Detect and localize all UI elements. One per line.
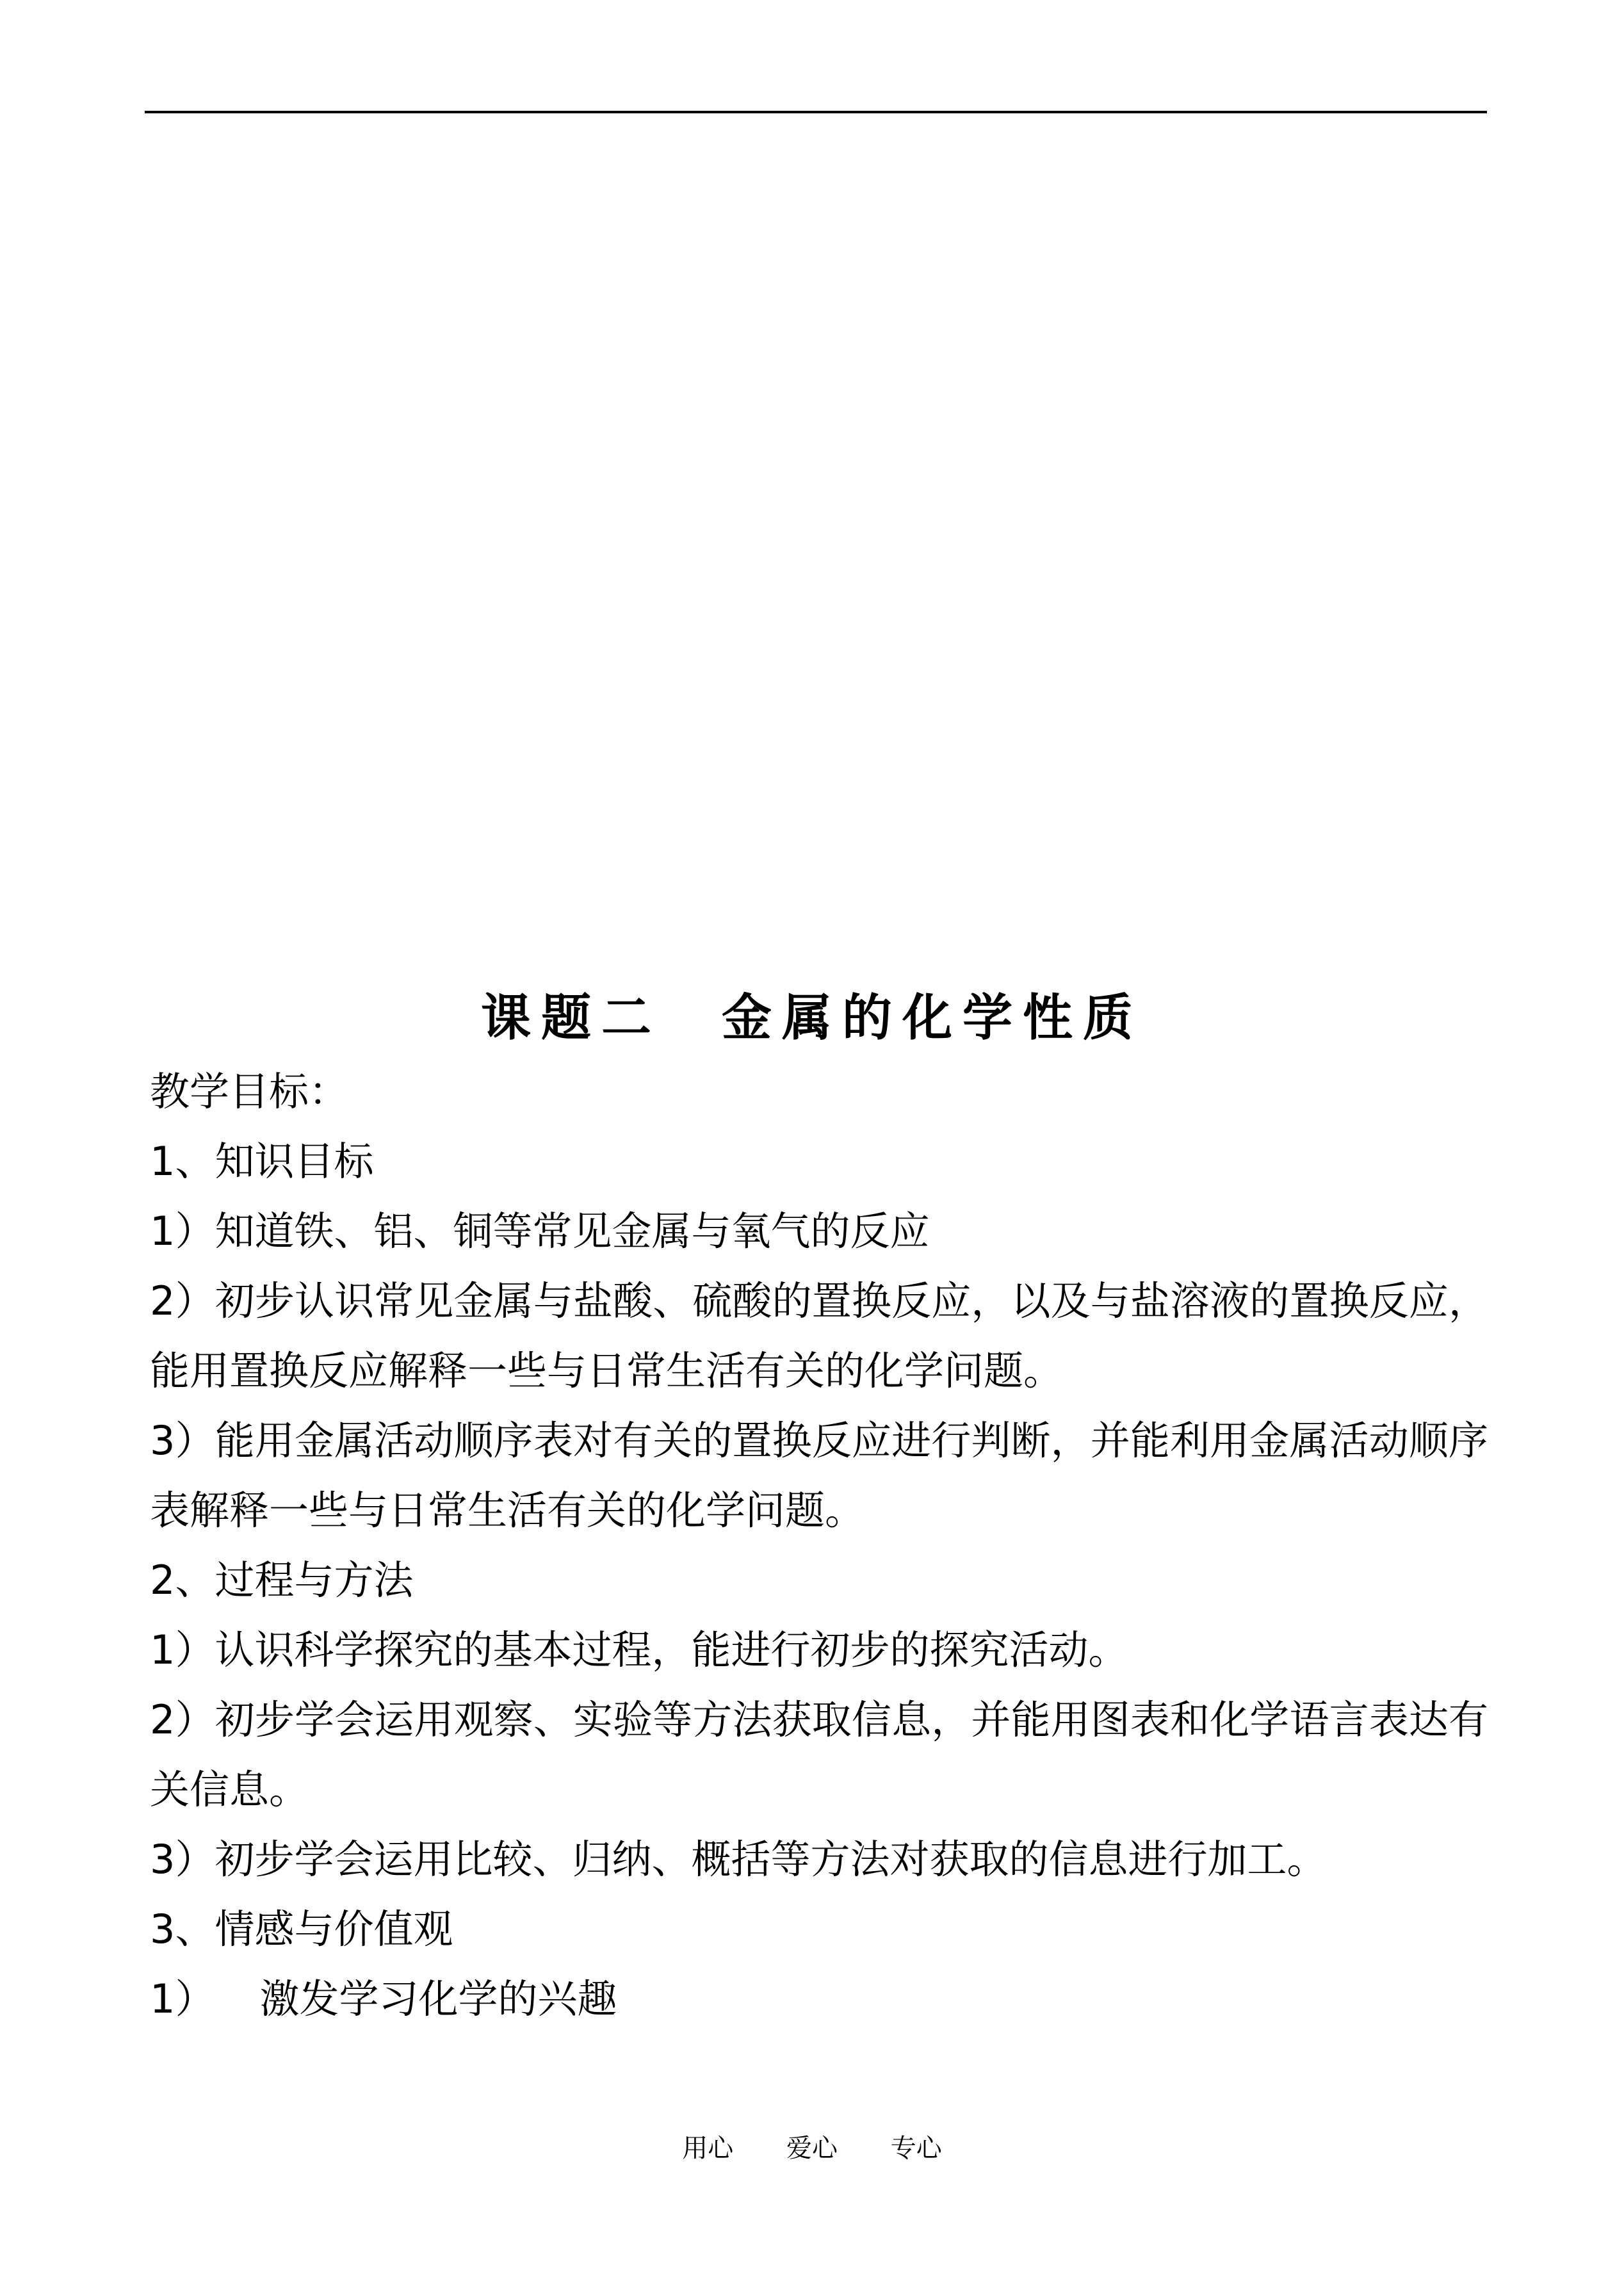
- objective-item: 2）初步认识常见金属与盐酸、硫酸的置换反应，以及与盐溶液的置换反应，能用置换反应解释一些与日常生活有关的化学问题。: [150, 1277, 1488, 1394]
- objective-item-text: 激发学习化学的兴趣: [259, 1975, 617, 2022]
- objective-item-number: 1）: [150, 1975, 215, 2022]
- objective-item: 3）初步学会运用比较、归纳、概括等方法对获取的信息进行加工。: [150, 1836, 1327, 1883]
- section-label-process: 2、过程与方法: [150, 1557, 414, 1603]
- objectives-body: [150, 1057, 1488, 2034]
- objective-item: 2）初步学会运用观察、实验等方法获取信息，并能用图表和化学语言表达有关信息。: [150, 1696, 1488, 1813]
- objective-item: [150, 1964, 1488, 2034]
- section-label-knowledge: 1、知识目标: [150, 1138, 374, 1185]
- header-rule: [145, 111, 1487, 113]
- objectives-heading: 教学目标：: [150, 1068, 349, 1115]
- page-footer: [0, 2129, 1624, 2168]
- footer-text: 用心: [682, 2134, 734, 2163]
- objective-item: 3）能用金属活动顺序表对有关的置换反应进行判断，并能利用金属活动顺序表解释一些与日常生活有关的化学问题。: [150, 1417, 1488, 1534]
- objective-item: 1）认识科学探究的基本过程，能进行初步的探究活动。: [150, 1626, 1128, 1673]
- lesson-title: 课题二 金属的化学性质: [480, 989, 1143, 1047]
- objective-item: 1）知道铁、铝、铜等常见金属与氧气的反应: [150, 1208, 930, 1254]
- footer-text: 专心: [890, 2134, 942, 2163]
- section-label-values: 3、情感与价值观: [150, 1906, 453, 1952]
- footer-text: 爱心: [786, 2134, 838, 2163]
